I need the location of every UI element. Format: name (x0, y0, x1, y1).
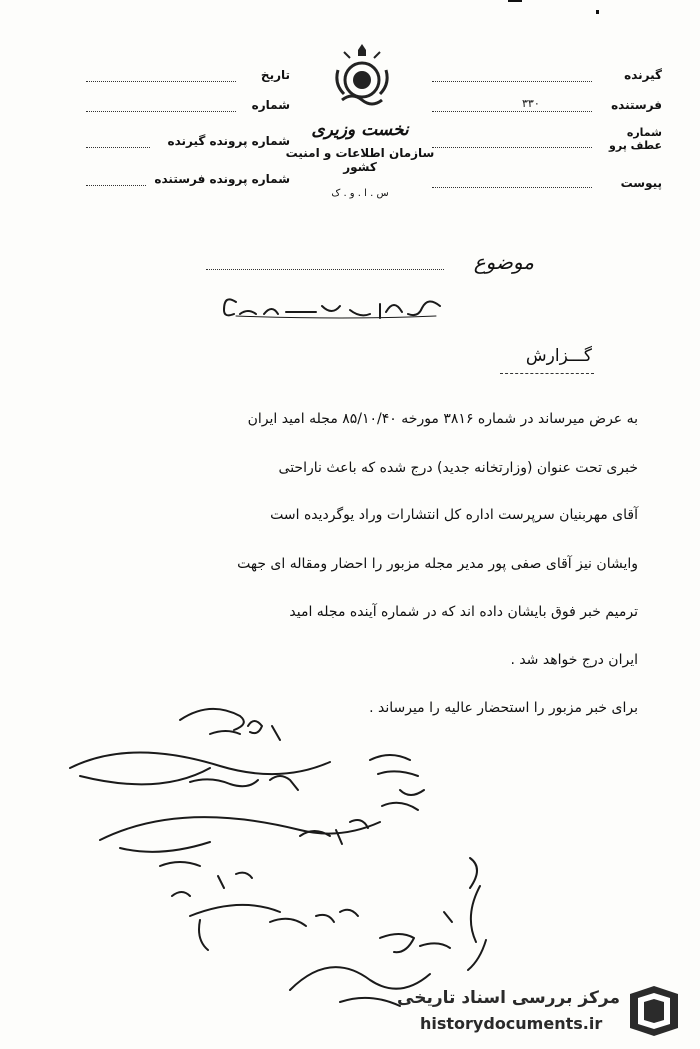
subject-label: موضوع (473, 250, 534, 274)
ref-number-label: شماره (251, 98, 290, 112)
org-subtitle: سازمان اطلاعات و امنیت کشور (285, 146, 435, 174)
watermark-title: مرکز بررسی اسناد تاریخی (397, 988, 620, 1008)
watermark-url: historydocuments.ir (420, 1014, 603, 1033)
org-title: نخست وزیری (311, 120, 409, 140)
scan-mark (508, 0, 522, 2)
org-code: س . ا . و . ک (331, 188, 389, 199)
body-line: آقای مهربنیان سرپرست اداره کل انتشارات وراد یوگردیده است (270, 507, 638, 523)
body-line: خبری تحت عنوان (وزارتخانه جدید) درج شده که باعث ناراحتی (278, 460, 638, 476)
recipient-file-line (86, 146, 150, 148)
number-line (432, 146, 592, 148)
sender-line (432, 110, 592, 112)
subject-line (206, 268, 444, 270)
handwritten-subject (200, 284, 450, 330)
body-line: ترمیم خبر فوق بایشان داده اند که در شماره آینده مجله امید (289, 604, 638, 620)
body-line: ایران درج خواهد شد . (510, 652, 638, 668)
recipient-label: گیرنده (624, 68, 662, 82)
body-line: برای خبر مزبور را استحضار عالیه را میرساند . (369, 700, 638, 716)
handwritten-annotations (40, 690, 680, 1020)
sender-value: ۳۳۰ (522, 97, 540, 110)
report-underline (500, 372, 594, 374)
body-line: به عرض میرساند در شماره ۳۸۱۶ مورخه ۸۵/۱۰/۴۰ مجله امید ایران (247, 411, 638, 427)
date-label: تاریخ (260, 68, 290, 82)
recipient-line (432, 80, 592, 82)
ref-number-line (86, 110, 236, 112)
recipient-file-label: شماره پرونده گیرنده (167, 134, 290, 148)
attachment-line (432, 186, 592, 188)
body-line: وایشان نیز آقای صفی پور مدیر مجله مزبور را احضار ومقاله ای جهت (237, 556, 638, 572)
sender-file-label: شماره پرونده فرستنده (154, 172, 290, 186)
archive-logo-icon (624, 982, 684, 1038)
report-heading: گـــزارش (525, 346, 592, 366)
sender-label: فرستنده (611, 98, 662, 112)
sender-file-line (86, 184, 146, 186)
scan-mark (596, 10, 599, 14)
government-emblem-icon (332, 40, 392, 120)
number-label: شماره عطف پرو (609, 126, 662, 152)
attachment-label: پیوست (620, 176, 662, 190)
date-line (86, 80, 236, 82)
